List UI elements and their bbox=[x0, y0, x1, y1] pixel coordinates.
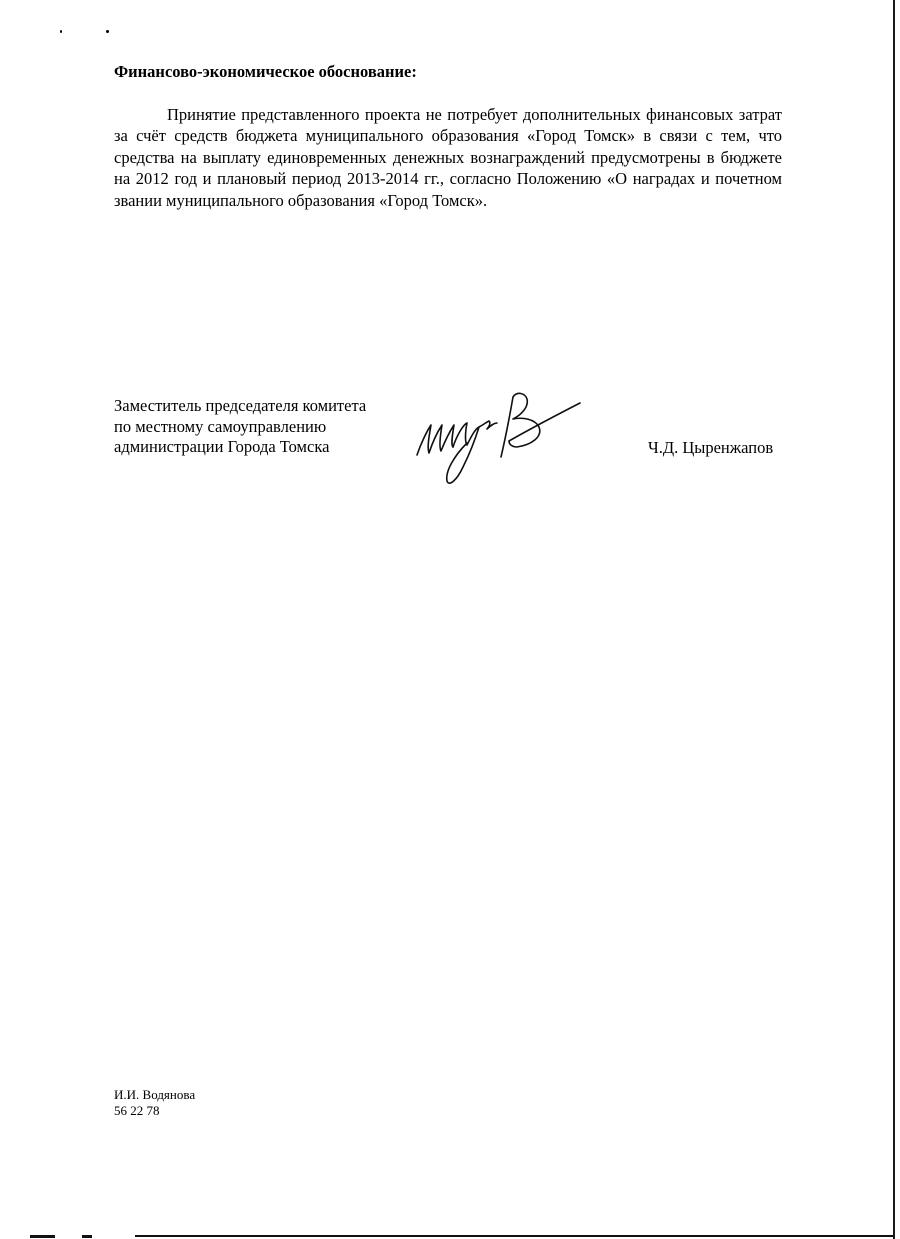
section-heading: Финансово-экономическое обоснование: bbox=[114, 62, 417, 81]
scan-speck bbox=[106, 30, 109, 33]
signatory-name: Ч.Д. Цыренжапов bbox=[648, 438, 774, 457]
scan-edge bbox=[135, 1235, 893, 1237]
scan-edge bbox=[82, 1235, 92, 1238]
scan-edge bbox=[893, 0, 895, 1239]
signatory-title bbox=[114, 396, 414, 458]
executor-phone: 56 22 78 bbox=[114, 1103, 160, 1118]
justification-paragraph: Принятие представленного проекта не потребует дополнительных финансовых затрат за счёт средств бюджета муниципального образования «Город Томск» в связи с тем, что средства на выплату единовременных денежных вознаграждений предусмотрены в бюджете на 2012 год и плановый период 2013-2014 гг., согласно Положению «О наградах и почетном звании муниципального образования «Город Томск». bbox=[114, 105, 782, 210]
handwritten-signature-icon bbox=[405, 385, 590, 490]
signatory-title-line: администрации Города Томска bbox=[114, 437, 330, 456]
scan-speck bbox=[60, 30, 62, 33]
signatory-title-line: Заместитель председателя комитета bbox=[114, 396, 367, 415]
signatory-title-line: по местному самоуправлению bbox=[114, 416, 327, 436]
executor-info bbox=[114, 1087, 195, 1119]
executor-name: И.И. Водянова bbox=[114, 1087, 196, 1102]
scan-edge bbox=[30, 1235, 55, 1238]
